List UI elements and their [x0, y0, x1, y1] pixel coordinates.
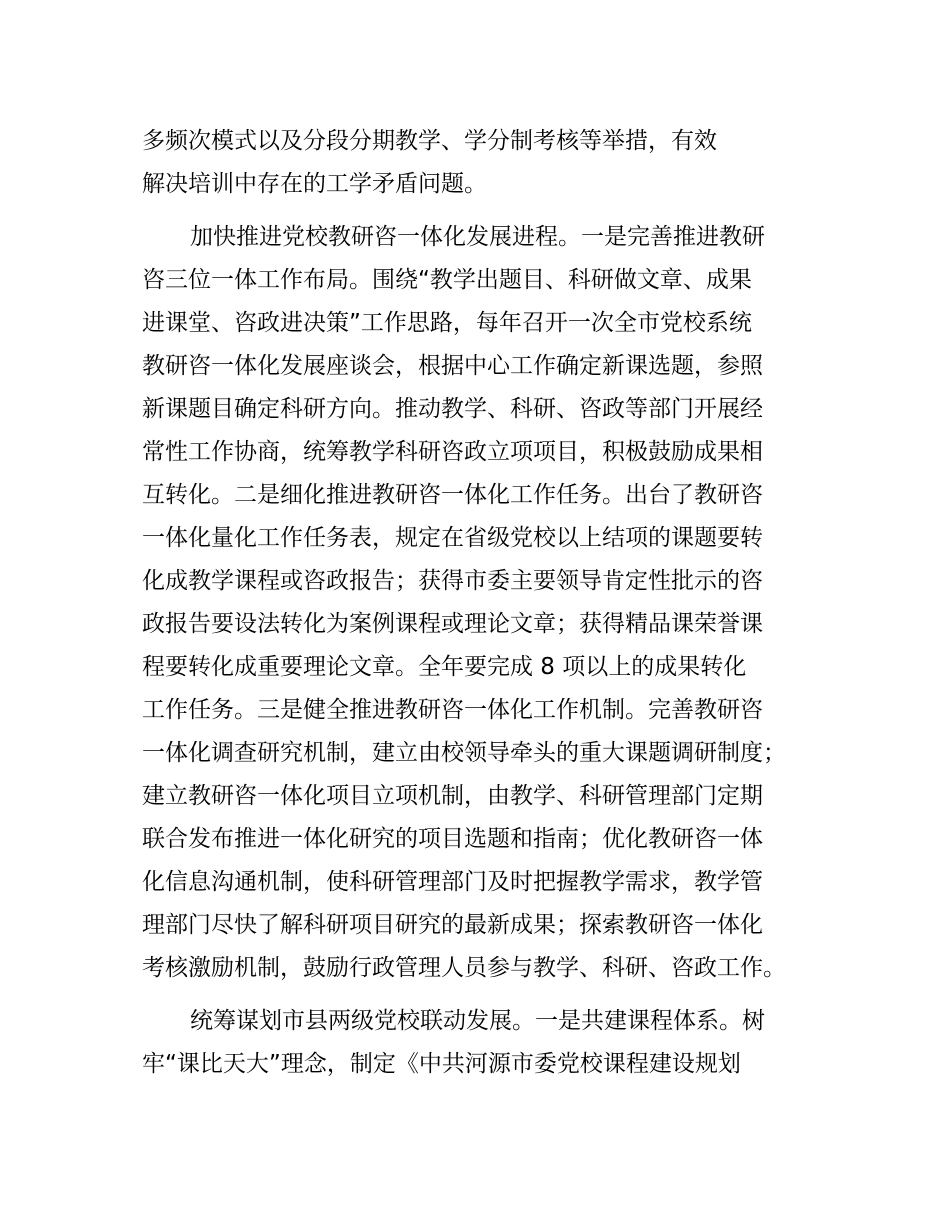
text-line: 联合发布推进一体化研究的项目选题和指南；优化教研咨一体	[142, 826, 763, 852]
text-line: 牢“课比天大”理念，制定《中共河源市委党校课程建设规划	[142, 1051, 741, 1077]
text-line: 进课堂、咨政进决策”工作思路，每年召开一次全市党校系统	[142, 310, 752, 336]
text-line: 常性工作协商，统筹教学科研咨政立项项目，积极鼓励成果相	[142, 439, 763, 465]
text-line: 一体化量化工作任务表，规定在省级党校以上结项的课题要转	[142, 525, 763, 551]
text-line: 新课题目确定科研方向。推动教学、科研、咨政等部门开展经	[142, 396, 763, 422]
text-line: 理部门尽快了解科研项目研究的最新成果；探索教研咨一体化	[142, 912, 763, 938]
paragraph-1	[142, 120, 832, 206]
text-line: 化信息沟通机制，使科研管理部门及时把握教学需求，教学管	[142, 869, 763, 895]
text-line: 解决培训中存在的工学矛盾问题。	[142, 171, 487, 197]
document-body	[142, 120, 832, 1096]
text-line: 一体化调查研究机制，建立由校领导牵头的重大课题调研制度；	[142, 740, 786, 766]
text-line: 加快推进党校教研咨一体化发展进程。一是完善推进教研	[190, 224, 765, 250]
paragraph-2	[142, 216, 832, 990]
text-line: 统筹谋划市县两级党校联动发展。一是共建课程体系。树	[190, 1008, 765, 1034]
text-line: 咨三位一体工作布局。围绕“教学出题目、科研做文章、成果	[142, 267, 752, 293]
text-line: 政报告要设法转化为案例课程或理论文章；获得精品课荣誉课	[142, 611, 763, 637]
text-line: 化成教学课程或咨政报告；获得市委主要领导肯定性批示的咨	[142, 568, 763, 594]
text-line: 教研咨一体化发展座谈会，根据中心工作确定新课选题，参照	[142, 353, 763, 379]
text-line: 工作任务。三是健全推进教研咨一体化工作机制。完善教研咨	[142, 697, 763, 723]
text-line: 建立教研咨一体化项目立项机制，由教学、科研管理部门定期	[142, 783, 763, 809]
paragraph-3	[142, 1000, 832, 1086]
text-line: 多频次模式以及分段分期教学、学分制考核等举措，有效	[142, 128, 717, 154]
text-line: 考核激励机制，鼓励行政管理人员参与教学、科研、咨政工作。	[142, 955, 786, 981]
text-line: 互转化。二是细化推进教研咨一体化工作任务。出台了教研咨	[142, 482, 763, 508]
text-line: 程要转化成重要理论文章。全年要完成 8 项以上的成果转化	[142, 654, 747, 680]
